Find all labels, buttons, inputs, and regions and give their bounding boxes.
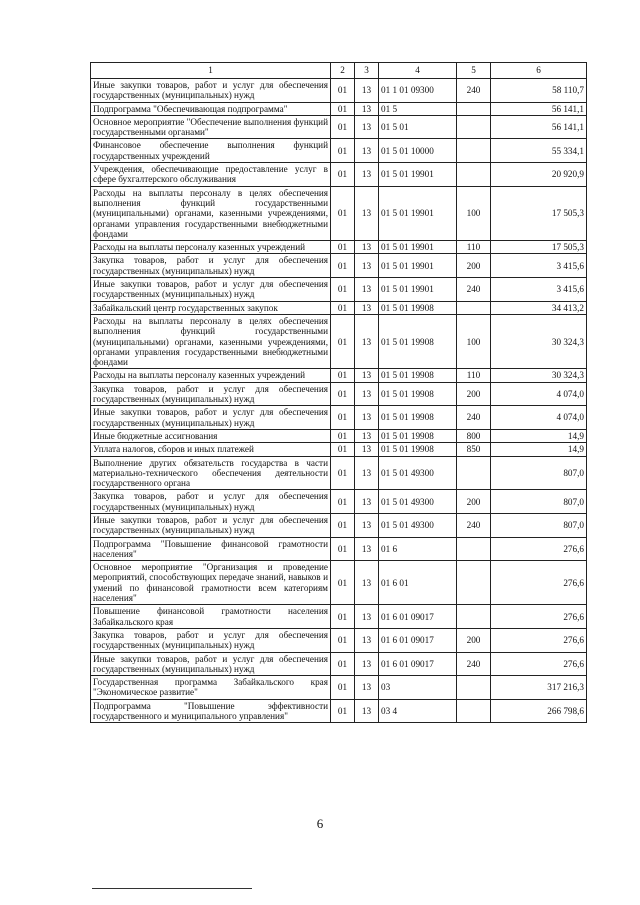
row-rz-cell: 13: [355, 537, 379, 561]
table-row: [91, 301, 587, 314]
table-row: [91, 369, 587, 382]
row-vr-cell: 240: [457, 406, 491, 430]
row-sum-cell: 3 415,6: [491, 278, 587, 302]
row-name-cell: Повышение финансовой грамотности населения Забайкальского края: [91, 605, 331, 629]
table-row: [91, 699, 587, 723]
row-sum-cell: 3 415,6: [491, 254, 587, 278]
table-row: [91, 163, 587, 187]
table-body: [91, 79, 587, 723]
row-rz-cell: 13: [355, 699, 379, 723]
row-rz-cell: 13: [355, 186, 379, 240]
row-ved-cell: 01: [331, 382, 355, 406]
row-name-cell: Финансовое обеспечение выполнения функций государственных учреждений: [91, 139, 331, 163]
row-vr-cell: 100: [457, 314, 491, 368]
row-csr-cell: 01 5 01 49300: [379, 513, 457, 537]
row-ved-cell: 01: [331, 102, 355, 115]
table-row: [91, 456, 587, 490]
row-name-cell: Основное мероприятие "Обеспечение выполнения функций государственными органами": [91, 115, 331, 139]
row-ved-cell: 01: [331, 513, 355, 537]
row-name-cell: Иные закупки товаров, работ и услуг для обеспечения государственных (муниципальных) нужд: [91, 652, 331, 676]
row-csr-cell: 01 5 01 49300: [379, 490, 457, 514]
row-sum-cell: 58 110,7: [491, 79, 587, 103]
row-rz-cell: 13: [355, 406, 379, 430]
table-row: [91, 79, 587, 103]
row-sum-cell: 807,0: [491, 513, 587, 537]
row-name-cell: Забайкальский центр государственных закупок: [91, 301, 331, 314]
budget-table: [90, 62, 587, 723]
row-name-cell: Выполнение других обязательств государства в части материально-технического обеспечения деятельности государственного органа: [91, 456, 331, 490]
row-name-cell: Иные закупки товаров, работ и услуг для обеспечения государственных (муниципальных) нужд: [91, 513, 331, 537]
row-sum-cell: 34 413,2: [491, 301, 587, 314]
row-vr-cell: [457, 561, 491, 605]
row-csr-cell: 01 5 01 49300: [379, 456, 457, 490]
row-ved-cell: 01: [331, 429, 355, 442]
row-ved-cell: 01: [331, 561, 355, 605]
row-vr-cell: 110: [457, 241, 491, 254]
row-rz-cell: 13: [355, 278, 379, 302]
header-col-6: 6: [491, 63, 587, 79]
row-vr-cell: 200: [457, 382, 491, 406]
table-row: [91, 241, 587, 254]
row-sum-cell: 276,6: [491, 652, 587, 676]
row-csr-cell: 01 6 01: [379, 561, 457, 605]
row-name-cell: Подпрограмма "Повышение финансовой грамотности населения": [91, 537, 331, 561]
row-ved-cell: 01: [331, 301, 355, 314]
row-name-cell: Подпрограмма "Обеспечивающая подпрограмма": [91, 102, 331, 115]
row-sum-cell: 17 505,3: [491, 186, 587, 240]
row-rz-cell: 13: [355, 102, 379, 115]
row-vr-cell: [457, 163, 491, 187]
row-name-cell: Государственная программа Забайкальского края "Экономическое развитие": [91, 676, 331, 700]
row-rz-cell: 13: [355, 314, 379, 368]
header-col-1: 1: [91, 63, 331, 79]
row-csr-cell: 01 5 01 19901: [379, 278, 457, 302]
row-vr-cell: 240: [457, 79, 491, 103]
row-ved-cell: 01: [331, 115, 355, 139]
row-rz-cell: 13: [355, 79, 379, 103]
row-csr-cell: 01 5 01 19901: [379, 186, 457, 240]
row-name-cell: Подпрограмма "Повышение эффективности государственного и муниципального управления": [91, 699, 331, 723]
table-row: [91, 513, 587, 537]
row-rz-cell: 13: [355, 652, 379, 676]
header-col-5: 5: [457, 63, 491, 79]
row-sum-cell: 30 324,3: [491, 314, 587, 368]
row-ved-cell: 01: [331, 314, 355, 368]
row-rz-cell: 13: [355, 429, 379, 442]
row-name-cell: Расходы на выплаты персоналу в целях обеспечения выполнения функций государственными (муниципальными) органами, казенными учреждениями, органами управления государственными внебюджетными фондами: [91, 314, 331, 368]
row-vr-cell: [457, 676, 491, 700]
row-csr-cell: 01 6 01 09017: [379, 652, 457, 676]
row-rz-cell: 13: [355, 490, 379, 514]
row-csr-cell: 01 5 01 19908: [379, 382, 457, 406]
row-csr-cell: 01 5 01 19908: [379, 443, 457, 456]
row-csr-cell: 01 5: [379, 102, 457, 115]
row-csr-cell: 01 5 01 19908: [379, 314, 457, 368]
row-rz-cell: 13: [355, 254, 379, 278]
row-csr-cell: 01 5 01 10000: [379, 139, 457, 163]
row-sum-cell: 17 505,3: [491, 241, 587, 254]
table-row: [91, 429, 587, 442]
row-vr-cell: 200: [457, 628, 491, 652]
row-ved-cell: 01: [331, 254, 355, 278]
row-csr-cell: 03: [379, 676, 457, 700]
header-col-4: 4: [379, 63, 457, 79]
footer-divider: [92, 888, 252, 889]
row-ved-cell: 01: [331, 443, 355, 456]
row-vr-cell: 100: [457, 186, 491, 240]
row-name-cell: Иные закупки товаров, работ и услуг для обеспечения государственных (муниципальных) нужд: [91, 278, 331, 302]
row-ved-cell: 01: [331, 652, 355, 676]
page-number: 6: [316, 816, 324, 831]
row-name-cell: Иные бюджетные ассигнования: [91, 429, 331, 442]
table-row: [91, 186, 587, 240]
table-row: [91, 652, 587, 676]
row-vr-cell: [457, 139, 491, 163]
table-row: [91, 278, 587, 302]
row-vr-cell: [457, 301, 491, 314]
row-name-cell: Учреждения, обеспечивающие предоставление услуг в сфере бухгалтерского обслуживания: [91, 163, 331, 187]
header-col-2: 2: [331, 63, 355, 79]
row-ved-cell: 01: [331, 676, 355, 700]
row-vr-cell: 240: [457, 652, 491, 676]
row-rz-cell: 13: [355, 605, 379, 629]
row-ved-cell: 01: [331, 456, 355, 490]
table-row: [91, 676, 587, 700]
row-rz-cell: 13: [355, 369, 379, 382]
row-sum-cell: 276,6: [491, 605, 587, 629]
row-rz-cell: 13: [355, 628, 379, 652]
row-rz-cell: 13: [355, 139, 379, 163]
row-rz-cell: 13: [355, 443, 379, 456]
table-row: [91, 314, 587, 368]
row-vr-cell: [457, 699, 491, 723]
row-ved-cell: 01: [331, 79, 355, 103]
row-sum-cell: 30 324,3: [491, 369, 587, 382]
row-name-cell: Расходы на выплаты персоналу казенных учреждений: [91, 369, 331, 382]
table-row: [91, 382, 587, 406]
row-csr-cell: 01 5 01 19908: [379, 429, 457, 442]
row-sum-cell: 276,6: [491, 561, 587, 605]
row-sum-cell: 276,6: [491, 537, 587, 561]
table-row: [91, 254, 587, 278]
row-vr-cell: 240: [457, 278, 491, 302]
row-sum-cell: 55 334,1: [491, 139, 587, 163]
row-ved-cell: 01: [331, 163, 355, 187]
table-row: [91, 443, 587, 456]
table-row: [91, 628, 587, 652]
row-vr-cell: 240: [457, 513, 491, 537]
row-sum-cell: 807,0: [491, 456, 587, 490]
row-name-cell: Иные закупки товаров, работ и услуг для обеспечения государственных (муниципальных) нужд: [91, 79, 331, 103]
row-vr-cell: [457, 102, 491, 115]
row-sum-cell: 4 074,0: [491, 382, 587, 406]
row-ved-cell: 01: [331, 369, 355, 382]
row-name-cell: Расходы на выплаты персоналу казенных учреждений: [91, 241, 331, 254]
row-rz-cell: 13: [355, 513, 379, 537]
table-row: [91, 102, 587, 115]
row-csr-cell: 01 5 01: [379, 115, 457, 139]
row-sum-cell: 56 141,1: [491, 115, 587, 139]
row-csr-cell: 01 5 01 19908: [379, 301, 457, 314]
row-csr-cell: 01 5 01 19901: [379, 241, 457, 254]
row-name-cell: Основное мероприятие "Организация и проведение мероприятий, способствующих передаче знаний, навыков и умений по финансовой грамотности всем категориям населения": [91, 561, 331, 605]
row-sum-cell: 317 216,3: [491, 676, 587, 700]
row-sum-cell: 266 798,6: [491, 699, 587, 723]
table-row: [91, 605, 587, 629]
row-sum-cell: 807,0: [491, 490, 587, 514]
row-ved-cell: 01: [331, 490, 355, 514]
table-row: [91, 537, 587, 561]
row-name-cell: Закупка товаров, работ и услуг для обеспечения государственных (муниципальных) нужд: [91, 490, 331, 514]
row-rz-cell: 13: [355, 561, 379, 605]
table-row: [91, 561, 587, 605]
row-rz-cell: 13: [355, 301, 379, 314]
row-csr-cell: 01 1 01 09300: [379, 79, 457, 103]
row-vr-cell: 850: [457, 443, 491, 456]
row-csr-cell: 03 4: [379, 699, 457, 723]
row-csr-cell: 01 5 01 19901: [379, 163, 457, 187]
row-ved-cell: 01: [331, 699, 355, 723]
row-vr-cell: 200: [457, 254, 491, 278]
row-csr-cell: 01 5 01 19908: [379, 406, 457, 430]
table-row: [91, 115, 587, 139]
row-ved-cell: 01: [331, 241, 355, 254]
row-csr-cell: 01 6: [379, 537, 457, 561]
row-name-cell: Закупка товаров, работ и услуг для обеспечения государственных (муниципальных) нужд: [91, 254, 331, 278]
row-rz-cell: 13: [355, 456, 379, 490]
row-ved-cell: 01: [331, 406, 355, 430]
row-sum-cell: 276,6: [491, 628, 587, 652]
row-rz-cell: 13: [355, 115, 379, 139]
row-name-cell: Уплата налогов, сборов и иных платежей: [91, 443, 331, 456]
row-vr-cell: 200: [457, 490, 491, 514]
header-row: [91, 63, 587, 79]
row-csr-cell: 01 6 01 09017: [379, 605, 457, 629]
table-row: [91, 406, 587, 430]
row-vr-cell: 110: [457, 369, 491, 382]
row-ved-cell: 01: [331, 139, 355, 163]
row-vr-cell: [457, 456, 491, 490]
row-csr-cell: 01 6 01 09017: [379, 628, 457, 652]
header-col-3: 3: [355, 63, 379, 79]
row-ved-cell: 01: [331, 186, 355, 240]
row-sum-cell: 14,9: [491, 429, 587, 442]
row-sum-cell: 4 074,0: [491, 406, 587, 430]
row-csr-cell: 01 5 01 19908: [379, 369, 457, 382]
row-ved-cell: 01: [331, 605, 355, 629]
row-sum-cell: 56 141,1: [491, 102, 587, 115]
row-name-cell: Закупка товаров, работ и услуг для обеспечения государственных (муниципальных) нужд: [91, 382, 331, 406]
row-ved-cell: 01: [331, 628, 355, 652]
row-vr-cell: 800: [457, 429, 491, 442]
row-name-cell: Расходы на выплаты персоналу в целях обеспечения выполнения функций государственными (муниципальными) органами, казенными учреждениями, органами управления государственными внебюджетными фондами: [91, 186, 331, 240]
row-rz-cell: 13: [355, 241, 379, 254]
row-csr-cell: 01 5 01 19901: [379, 254, 457, 278]
row-ved-cell: 01: [331, 537, 355, 561]
table-row: [91, 490, 587, 514]
row-name-cell: Закупка товаров, работ и услуг для обеспечения государственных (муниципальных) нужд: [91, 628, 331, 652]
row-rz-cell: 13: [355, 163, 379, 187]
row-name-cell: Иные закупки товаров, работ и услуг для обеспечения государственных (муниципальных) нужд: [91, 406, 331, 430]
row-vr-cell: [457, 537, 491, 561]
row-vr-cell: [457, 605, 491, 629]
row-rz-cell: 13: [355, 382, 379, 406]
row-sum-cell: 14,9: [491, 443, 587, 456]
row-ved-cell: 01: [331, 278, 355, 302]
row-sum-cell: 20 920,9: [491, 163, 587, 187]
row-vr-cell: [457, 115, 491, 139]
row-rz-cell: 13: [355, 676, 379, 700]
table-row: [91, 139, 587, 163]
